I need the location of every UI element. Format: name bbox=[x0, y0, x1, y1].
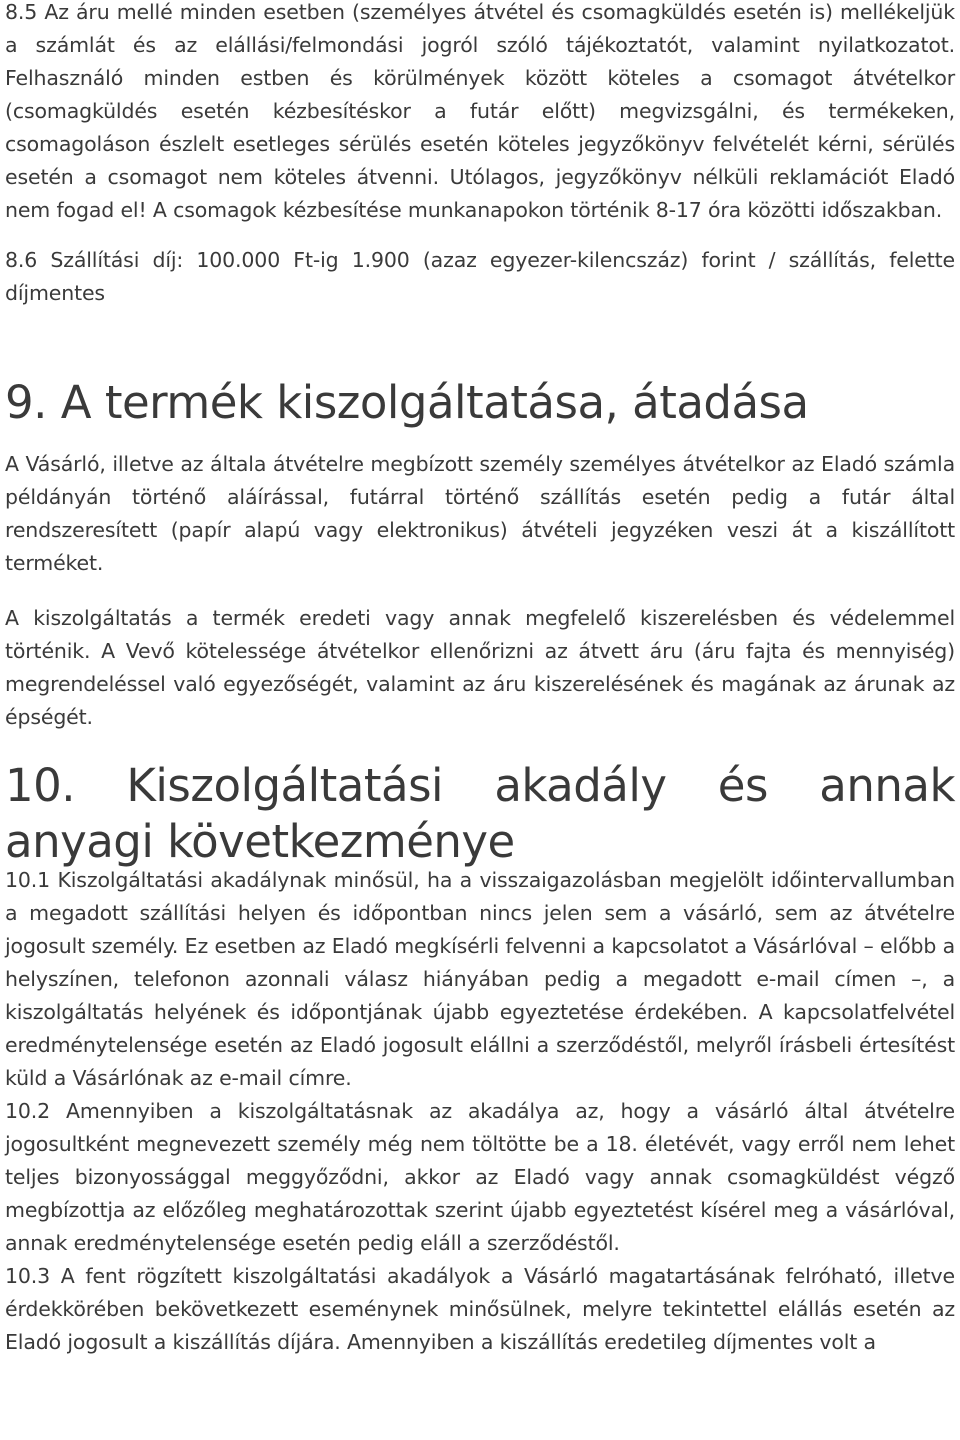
heading-section-10: 10. Kiszolgáltatási akadály és annak anyagi következménye bbox=[5, 759, 955, 868]
paragraph-10-1: 10.1 Kiszolgáltatási akadálynak minősül, ha a visszaigazolásban megjelölt időintervallumban a megadott szállítási helyen és időpontban nincs jelen sem a vásárló, sem az átvételre jogosult személy. Ez esetben az Eladó megkísérli felvenni a kapcsolatot a Vásárlóval – előbb a helyszínen, telefonon azonnali válasz hiányában pedig a megadott e-mail címen –, a kiszolgáltatás helyének és időpontjának újabb egyeztetése érdekében. A kapcsolatfelvétel eredménytelensége esetén az Eladó jogosult elállni a szerződéstől, melyről írásbeli értesítést küld a Vásárlónak az e-mail címre. bbox=[5, 868, 955, 1090]
paragraph-9-1: A Vásárló, illetve az általa átvételre megbízott személy személyes átvételkor az Eladó számla példányán történő aláírással, futárral történő szállítás esetén pedig a futár által rendszeresített (papír alapú vagy elektronikus) átvételi jegyzéken veszi át a kiszállított terméket. bbox=[5, 452, 955, 575]
paragraph-8-6: 8.6 Szállítási díj: 100.000 Ft-ig 1.900 (azaz egyezer-kilencszáz) forint / szállítás, felette díjmentes bbox=[5, 248, 955, 305]
document-page bbox=[5, 0, 955, 1359]
heading-section-9: 9. A termék kiszolgáltatása, átadása bbox=[5, 376, 809, 429]
paragraph-9-2: A kiszolgáltatás a termék eredeti vagy annak megfelelő kiszerelésben és védelemmel történik. A Vevő kötelessége átvételkor ellenőrizni az átvett áru (áru fajta és mennyiség) megrendeléssel való egyezőségét, valamint az áru kiszerelésének és magának az árunak az épségét. bbox=[5, 606, 955, 729]
paragraph-10-2: 10.2 Amennyiben a kiszolgáltatásnak az akadálya az, hogy a vásárló által átvételre jogosultként megnevezett személy még nem töltötte be a 18. életévét, vagy erről nem lehet teljes bizonyossággal meggyőződni, akkor az Eladó vagy annak csomagküldést végző megbízottja az előzőleg meghatározottak szerint újabb egyeztetést kísérel meg a vásárlóval, annak eredménytelensége esetén pedig eláll a szerződéstől. bbox=[5, 1099, 955, 1255]
paragraph-8-5: 8.5 Az áru mellé minden esetben (személyes átvétel és csomagküldés esetén is) mellékeljük a számlát és az elállási/felmondási jogról szóló tájékoztatót, valamint nyilatkozatot. Felhasználó minden estben és körülmények között köteles a csomagot átvételkor (csomagküldés esetén kézbesítéskor a futár előtt) megvizsgálni, és termékeken, csomagoláson észlelt esetleges sérülés esetén köteles jegyzőkönyv felvételét kérni, sérülés esetén a csomagot nem köteles átvenni. Utólagos, jegyzőkönyv nélküli reklamációt Eladó nem fogad el! A csomagok kézbesítése munkanapokon történik 8-17 óra közötti időszakban. bbox=[5, 0, 955, 222]
paragraph-10-3: 10.3 A fent rögzített kiszolgáltatási akadályok a Vásárló magatartásának felróható, illetve érdekkörében bekövetkezett eseménynek minősülnek, melyre tekintettel elállás esetén az Eladó jogosult a kiszállítás díjára. Amennyiben a kiszállítás eredetileg díjmentes volt a bbox=[5, 1264, 955, 1354]
